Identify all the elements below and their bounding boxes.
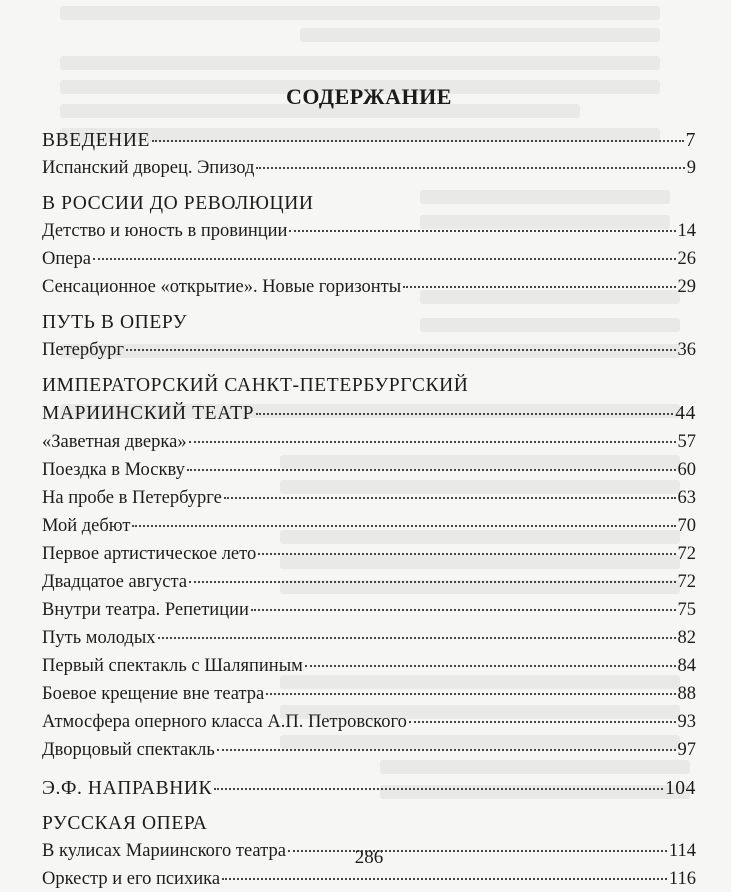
toc-entry-title: Боевое крещение вне театра: [42, 683, 265, 704]
toc-section-heading: В РОССИИ ДО РЕВОЛЮЦИИ: [42, 192, 314, 214]
toc-entry-page: 7: [685, 129, 696, 151]
dot-leader: [289, 212, 675, 233]
toc-entry-page: 72: [677, 571, 696, 592]
toc-entry-title: Двадцатое августа: [42, 571, 188, 592]
toc-entry-title: Первый спектакль с Шаляпиным: [42, 655, 303, 676]
toc-entry-page: 36: [677, 340, 696, 360]
toc-section-heading: ИМПЕРАТОРСКИЙ САНКТ-ПЕТЕРБУРГСКИЙ: [42, 374, 469, 396]
toc-entry-title: На пробе в Петербурге: [42, 487, 222, 508]
toc-entry-title: Э.Ф. НАПРАВНИК: [42, 777, 213, 799]
toc-entry-page: 44: [675, 403, 696, 424]
toc-entry: [42, 153, 696, 181]
toc-entry-title: Внутри театра. Репетиции: [42, 599, 249, 620]
dot-leader: [189, 562, 675, 583]
dot-leader: [258, 534, 675, 555]
dot-leader: [256, 394, 673, 416]
toc-entry-title: Дворцовый спектакль: [42, 739, 215, 760]
toc-entry-page: 88: [677, 683, 696, 704]
toc-section-heading: ПУТЬ В ОПЕРУ: [42, 311, 188, 333]
toc-entry-title: В кулисах Мариинского театра: [42, 841, 286, 861]
toc-entry: [42, 734, 696, 762]
toc-entry-page: 93: [677, 711, 696, 732]
toc-section-heading: РУССКАЯ ОПЕРА: [42, 812, 208, 834]
dot-leader: [158, 618, 676, 639]
toc-entry-page: 70: [677, 515, 696, 536]
toc-entry-page: 75: [677, 599, 696, 620]
toc-entry-title: Атмосфера оперного класса А.П. Петровского: [42, 711, 407, 732]
toc-entry-title: «Заветная дверка»: [42, 431, 187, 452]
dot-leader: [189, 422, 676, 443]
dot-leader: [256, 149, 684, 170]
toc-entry-title: Первое артистическое лето: [42, 543, 257, 564]
toc-entry: [42, 272, 696, 300]
dot-leader: [132, 506, 675, 527]
toc-entry-page: 14: [677, 221, 696, 241]
toc-entry-page: 82: [677, 627, 696, 648]
toc-entry-title: Поездка в Москву: [42, 459, 185, 480]
toc-entry-page: 57: [677, 431, 696, 452]
page-title: СОДЕРЖАНИЕ: [286, 84, 452, 109]
toc-entry-title: Испанский дворец. Эпизод: [42, 158, 255, 178]
page-number: 286: [354, 847, 384, 868]
dot-leader: [93, 240, 676, 261]
dot-leader: [266, 674, 675, 695]
book-page: [42, 0, 696, 887]
toc-entry-title: Сенсационное «открытие». Новые горизонты: [42, 277, 402, 297]
toc-entry-page: 84: [677, 655, 696, 676]
toc-entry-page: 72: [677, 543, 696, 564]
dot-leader: [403, 268, 675, 289]
toc-entry-page: 97: [677, 739, 696, 760]
toc-entry-page: 60: [677, 459, 696, 480]
toc-entry-title: Оркестр и его психика: [42, 869, 221, 889]
toc-entry-title: Детство и юность в провинции: [42, 221, 288, 241]
toc-entry-page: 116: [668, 869, 696, 889]
dot-leader: [126, 331, 676, 352]
toc-entry-page: 104: [664, 777, 696, 799]
dot-leader: [187, 450, 676, 471]
toc-entry-page: 63: [677, 487, 696, 508]
dot-leader: [217, 730, 676, 751]
toc-entry-title: Петербург: [42, 340, 124, 360]
toc-entry-page: 114: [668, 841, 696, 861]
toc-entry-page: 9: [686, 158, 696, 178]
dot-leader: [152, 120, 684, 142]
toc-entry-title: ВВЕДЕНИЕ: [42, 129, 151, 151]
toc-entry: [42, 335, 696, 363]
table-of-contents: [42, 124, 696, 892]
toc-entry-page: 29: [677, 277, 696, 297]
dot-leader: [251, 590, 676, 611]
toc-entry: [42, 772, 696, 801]
dot-leader: [409, 702, 676, 723]
dot-leader: [224, 478, 676, 499]
toc-entry-title: Опера: [42, 249, 91, 269]
toc-entry-title: Мой дебют: [42, 515, 131, 536]
toc-entry-title: Путь молодых: [42, 627, 156, 648]
toc-entry-title: МАРИИНСКИЙ ТЕАТР: [42, 403, 255, 424]
dot-leader: [305, 646, 676, 667]
toc-entry-page: 26: [677, 249, 696, 269]
dot-leader: [214, 768, 663, 790]
